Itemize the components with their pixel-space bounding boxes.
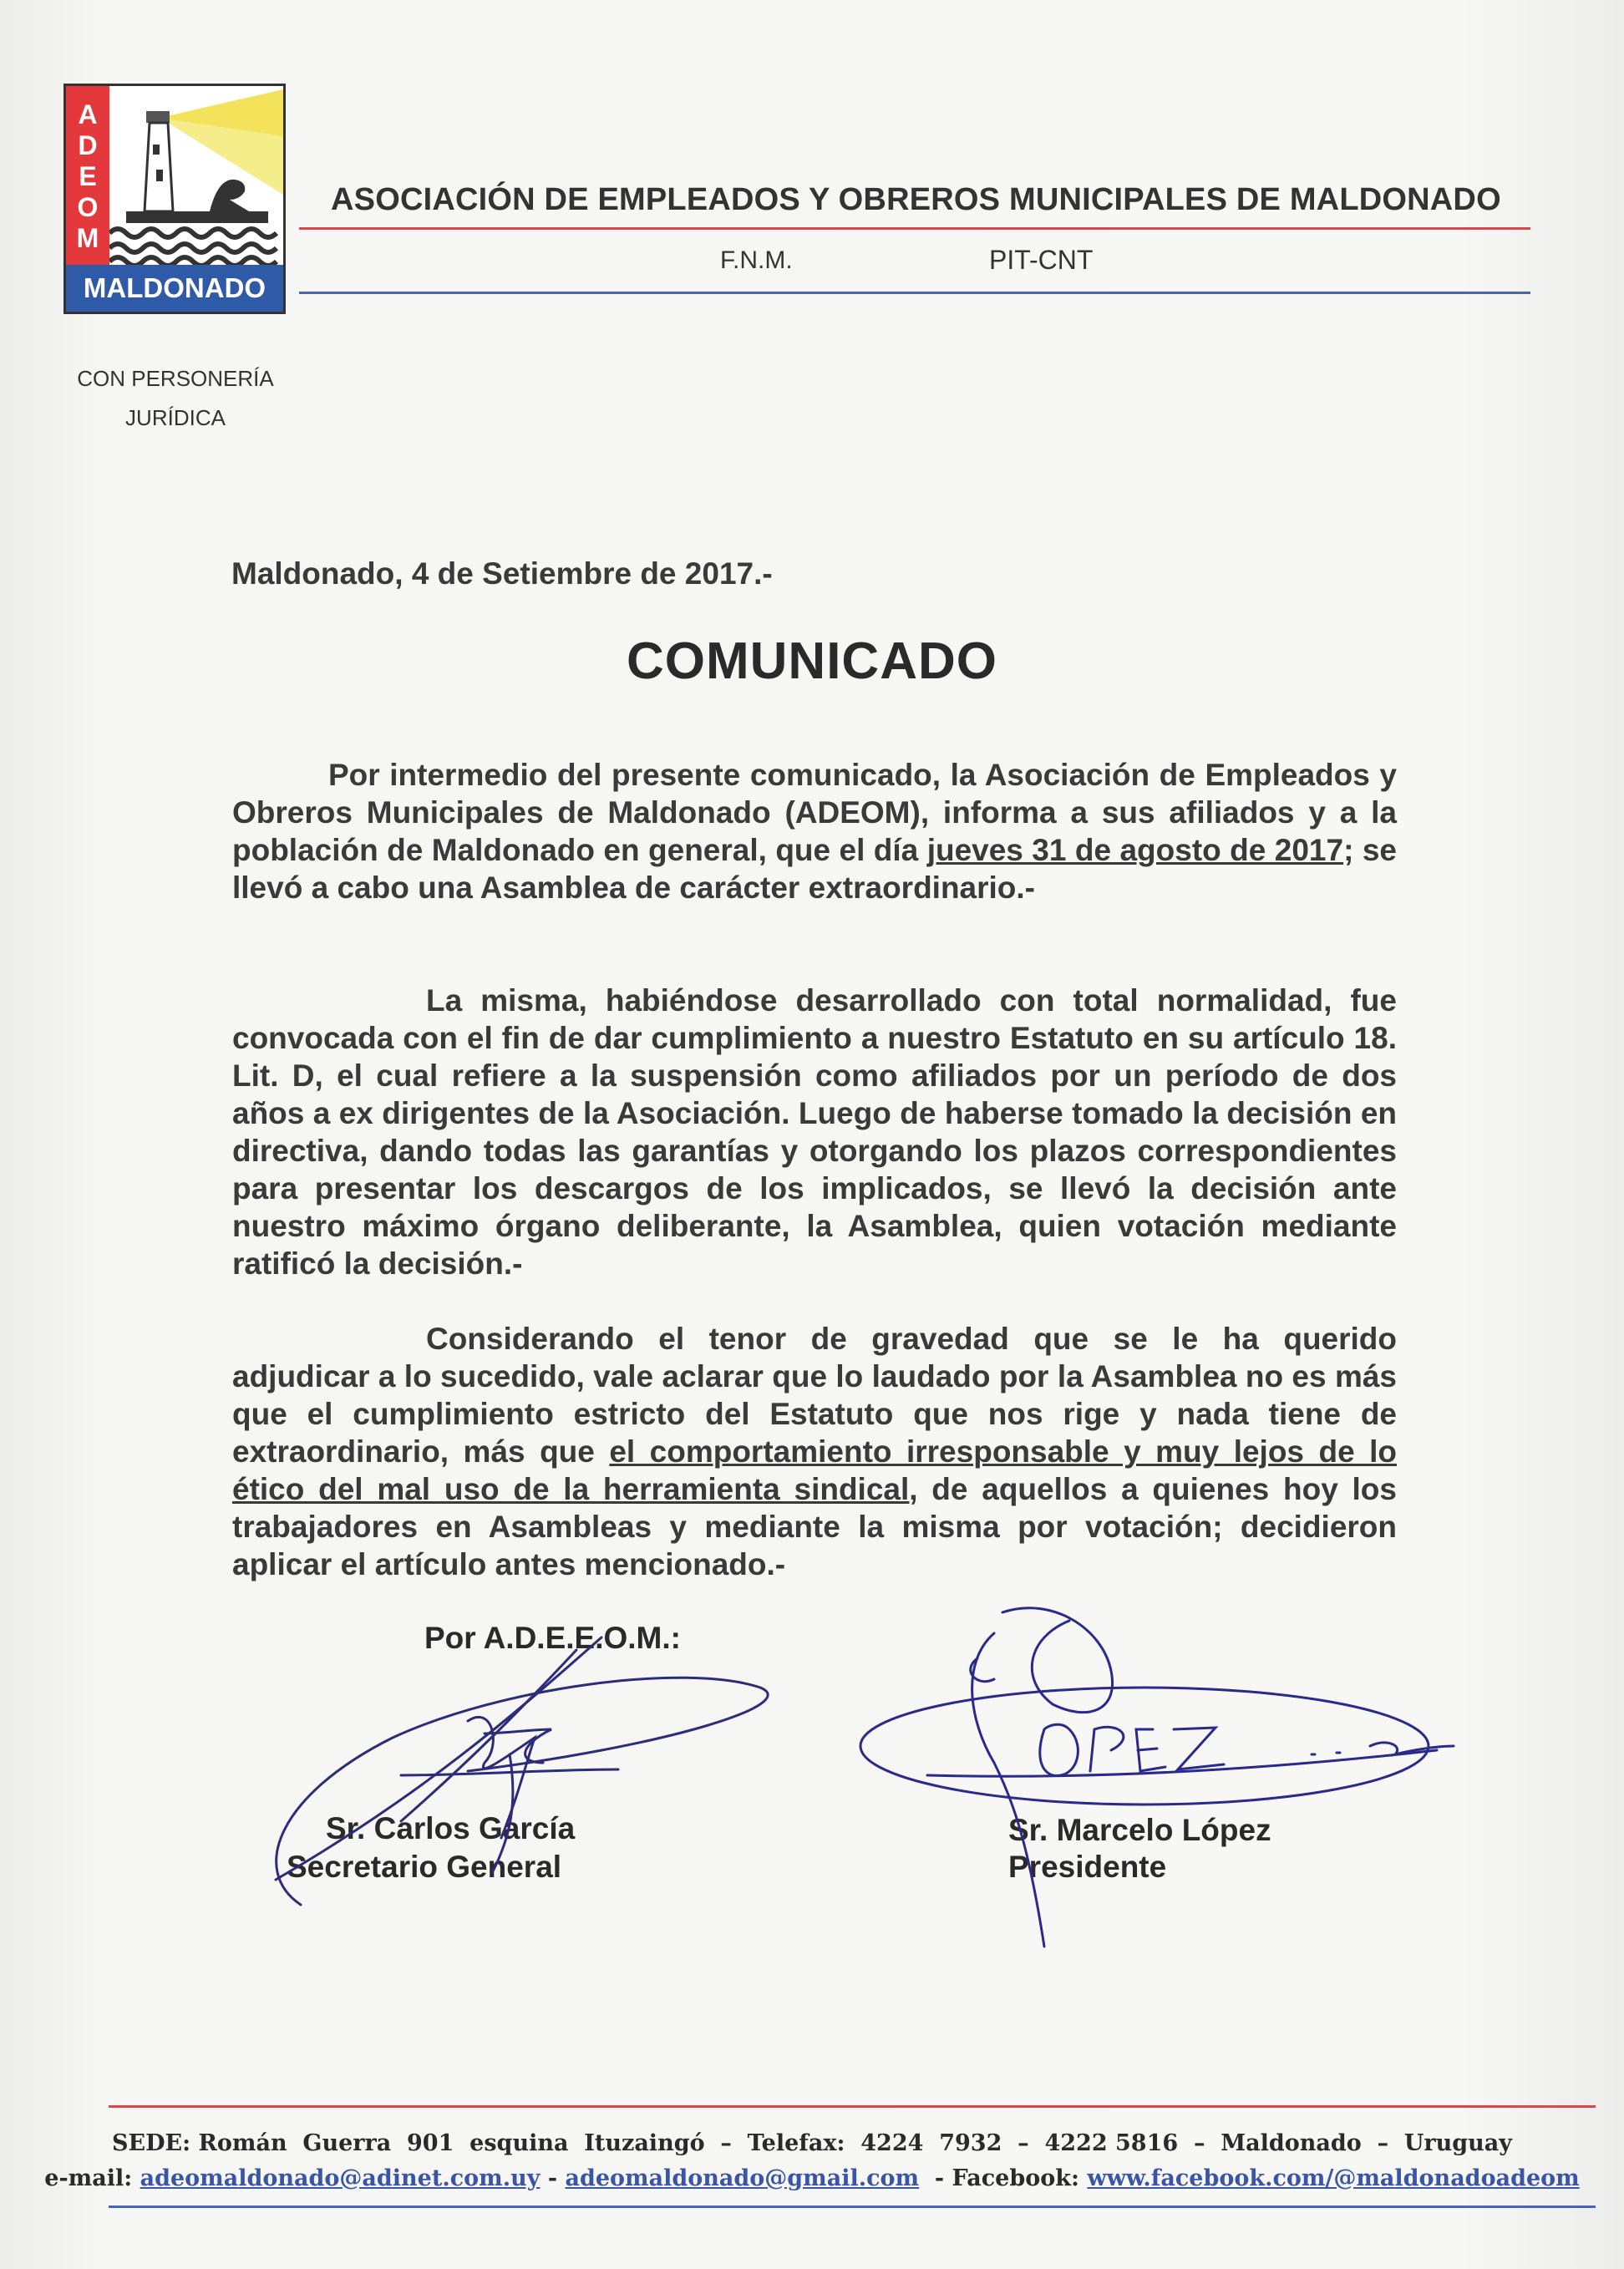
fnm-label: F.N.M.: [720, 246, 793, 274]
footer-email-label: e-mail:: [44, 2165, 133, 2191]
logo-letter: E: [79, 161, 97, 191]
paragraph-text-emphasis: (ADEOM): [784, 795, 921, 830]
logo-letter: A: [78, 99, 98, 129]
pitcnt-label: PIT-CNT: [989, 245, 1094, 275]
paragraph-text: de aquellos a quienes hoy los trabajadores en Asambleas y mediante la misma por votación; decidieron aplicar el artículo antes mencionado.-: [232, 1472, 1397, 1581]
footer-red-rule: [109, 2105, 1596, 2108]
paragraph-text-underlined: el comportamiento irresponsable y muy lejos de lo ético del mal uso de la herramienta sindical,: [232, 1434, 1398, 1506]
header-red-rule: [299, 227, 1530, 230]
personeria-line: CON PERSONERÍA: [77, 366, 274, 391]
paragraph-text-underlined: jueves 31 de agosto de 2017: [926, 833, 1344, 867]
signature-lopez: [860, 1608, 1454, 1947]
footer-sede-label: SEDE:: [112, 2130, 191, 2156]
logo-letter: M: [76, 223, 99, 253]
signatory-name: Sr. Marcelo López: [1008, 1813, 1271, 1847]
logo-letter-strip: [66, 86, 109, 268]
personeria-line: JURÍDICA: [125, 405, 226, 430]
paragraph-text: ; se llevó a cabo una Asamblea de carácter extraordinario.-: [232, 833, 1397, 905]
paragraph-text: Por intermedio del presente comunicado, la Asociación de Empleados y Obreros Municipales de Maldonado: [232, 758, 1397, 830]
footer-address: [0, 2130, 1624, 2156]
footer-contacts: [0, 2165, 1624, 2191]
lighthouse-seal-icon: [109, 86, 283, 268]
paragraph-1: [232, 756, 1397, 906]
signatory-role: Presidente: [1008, 1850, 1167, 1884]
logo-letter: D: [78, 130, 98, 160]
footer-separator: -: [919, 2165, 952, 2191]
signatory-right: [1008, 1811, 1271, 1850]
footer-facebook-link[interactable]: www.facebook.com/@maldonadoadeom: [1087, 2165, 1580, 2191]
logo-name: MALDONADO: [66, 265, 283, 312]
letter-date: Maldonado, 4 de Setiembre de 2017.-: [231, 556, 773, 591]
footer-sede: Román Guerra 901 esquina Ituzaingó – Telefax: 4224 7932 – 4222 5816 – Maldonado – Uruguay: [198, 2130, 1512, 2156]
footer-facebook-label: Facebook:: [952, 2165, 1079, 2191]
header-blue-rule: [299, 292, 1530, 294]
adeom-logo: [63, 84, 286, 314]
paragraph-text: La misma, habiéndose desarrollado con total normalidad, fue convocada con el fin de dar cumplimiento a nuestro Estatuto en su artículo 18. Lit. D, el cual refiere a la suspensión como afiliados por un período de dos años a ex dirigentes de la Asociación. Luego de haberse tomado la decisión en directiva, dando todas las garantías y otorgando los plazos correspondientes para presentar los descargos de los implicados, se llevó la decisión ante nuestro máximo órgano deliberante, la Asamblea, quien votación mediante ratificó la decisión.-: [232, 983, 1397, 1281]
letter-title: COMUNICADO: [627, 632, 997, 690]
signatory-left-role: [287, 1848, 561, 1886]
paragraph-text: , informa a sus afiliados y a la población de Maldonado en general, que el día: [232, 795, 1397, 867]
footer-separator: -: [540, 2165, 566, 2191]
paragraph-2: [232, 982, 1397, 1282]
footer-blue-rule: [109, 2206, 1596, 2208]
personeria-juridica: [50, 359, 301, 438]
paragraph-text: Considerando el tenor de gravedad que se le ha querido adjudicar a lo sucedido, vale aclarar que lo laudado por la Asamblea no es más que el cumplimiento estricto del Estatuto que nos rige y nada tiene de extraordinario, más que: [232, 1322, 1397, 1469]
organization-name: ASOCIACIÓN DE EMPLEADOS Y OBREROS MUNICIPALES DE MALDONADO: [331, 182, 1501, 217]
signatory-role: Secretario General: [287, 1850, 562, 1884]
signatory-right-role: [1008, 1848, 1166, 1886]
paragraph-3: [232, 1320, 1397, 1583]
signatory-name: Sr. Carlos García: [326, 1811, 576, 1845]
footer-email-link[interactable]: adeomaldonado@adinet.com.uy: [140, 2165, 540, 2191]
signed-by-label: Por A.D.E.E.O.M.:: [424, 1621, 681, 1655]
footer-email-link[interactable]: adeomaldonado@gmail.com: [565, 2165, 920, 2191]
signatory-left: [326, 1810, 575, 1848]
logo-letter: O: [77, 192, 99, 222]
